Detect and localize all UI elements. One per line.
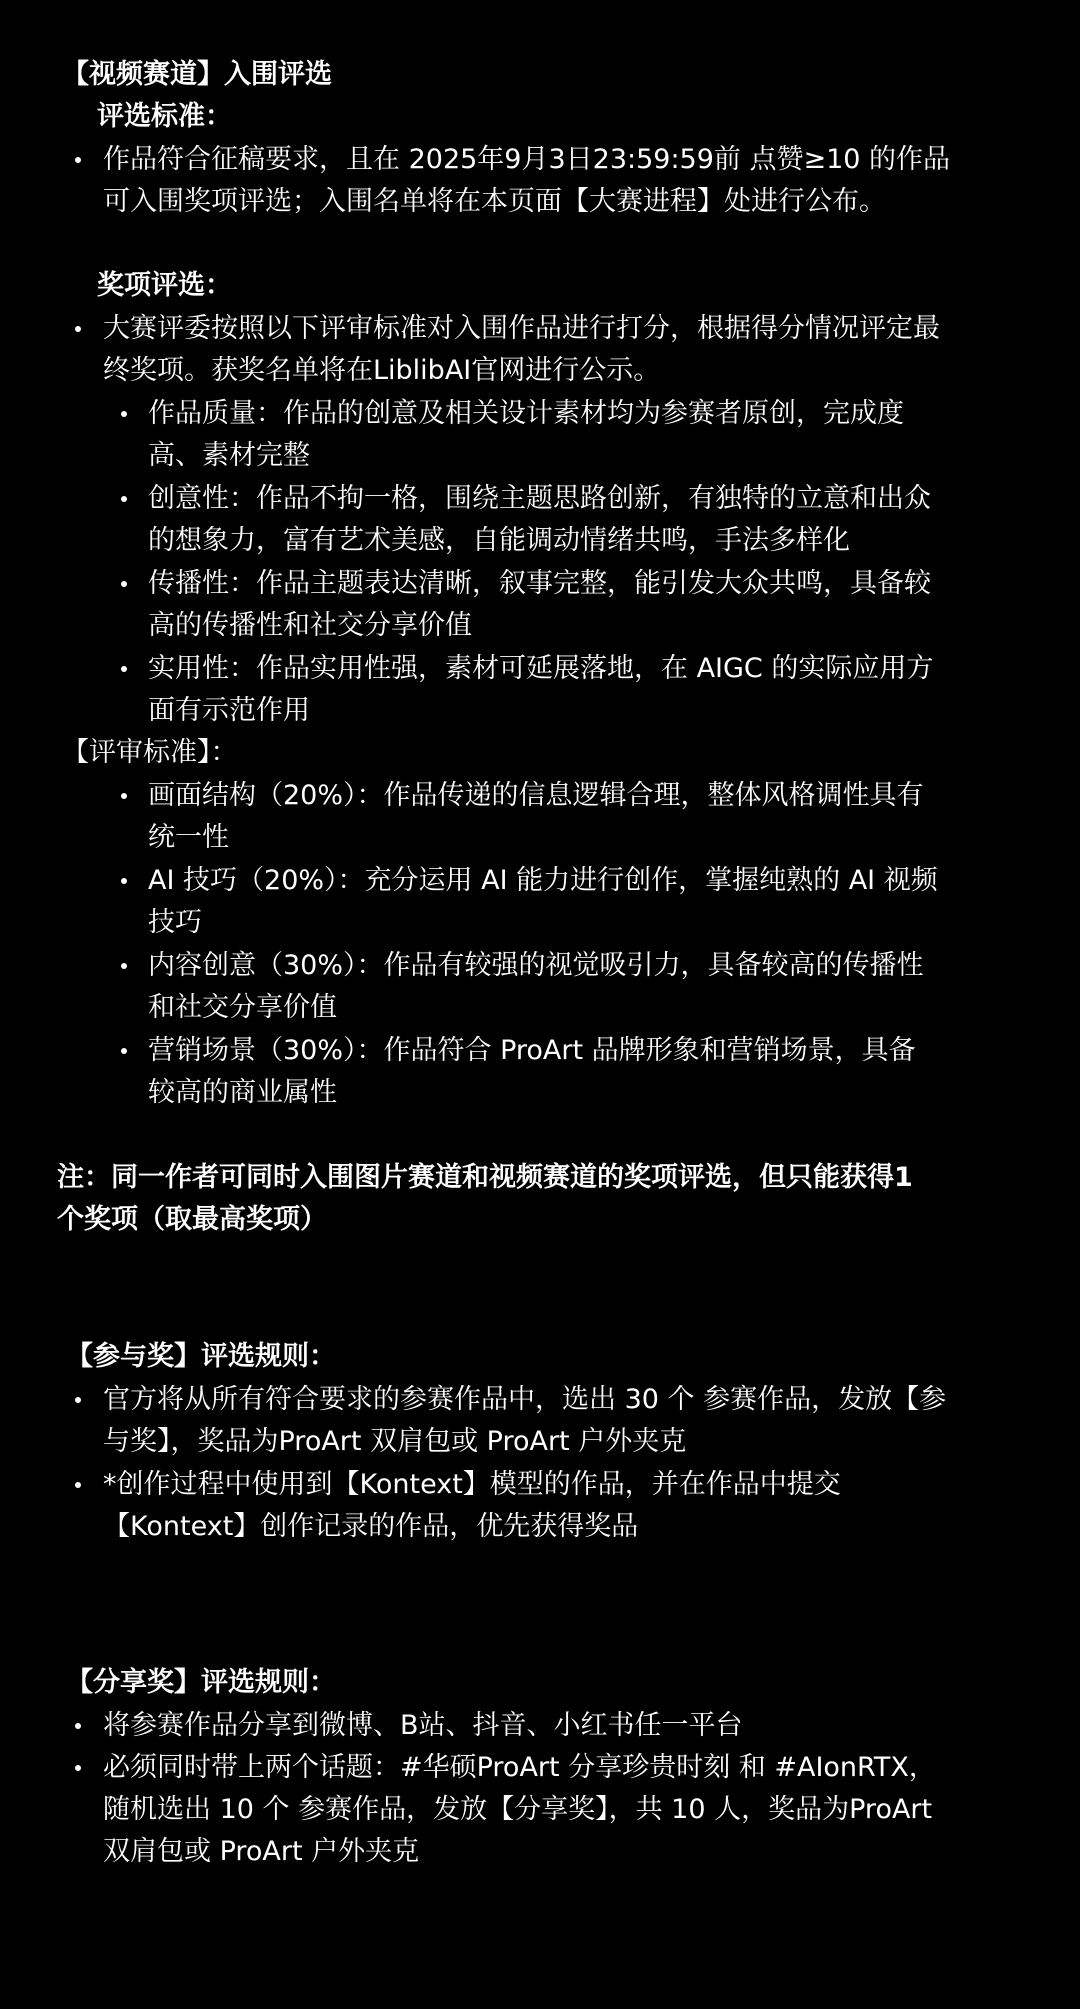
award-sub-quality-line-1: 作品质量：作品的创意及相关设计素材均为参赛者原创，完成度 <box>148 398 904 429</box>
sub-bullet-dot <box>121 963 127 969</box>
review-sub-ai-skill-line-2: 技巧 <box>148 907 202 938</box>
video-track-heading: 【视频赛道】入围评选 <box>62 59 332 90</box>
sub-bullet-dot <box>121 411 127 417</box>
bullet-dot <box>75 157 81 163</box>
sub-bullet-dot <box>121 793 127 799</box>
award-sub-practical-line-2: 面有示范作用 <box>148 695 310 726</box>
participation-bullet-2-line-1: *创作过程中使用到【Kontext】模型的作品，并在作品中提交 <box>103 1469 841 1500</box>
review-sub-content-line-2: 和社交分享价值 <box>148 992 337 1023</box>
award-sub-practical-line-1: 实用性：作品实用性强，素材可延展落地，在 AIGC 的实际应用方 <box>148 653 934 684</box>
bullet-dot <box>75 1723 81 1729</box>
sub-bullet-dot <box>121 581 127 587</box>
review-sub-ai-skill-line-1: AI 技巧（20%）：充分运用 AI 能力进行创作，掌握纯熟的 AI 视频 <box>148 865 938 896</box>
criteria-bullet-line-2: 可入围奖项评选；入围名单将在本页面【大赛进程】处进行公布。 <box>103 186 886 217</box>
review-sub-composition-line-1: 画面结构（20%）：作品传递的信息逻辑合理，整体风格调性具有 <box>148 780 924 811</box>
participation-award-heading: 【参与奖】评选规则： <box>66 1341 336 1372</box>
award-sub-creativity-line-1: 创意性：作品不拘一格，围绕主题思路创新，有独特的立意和出众 <box>148 483 931 514</box>
award-sub-creativity-line-2: 的想象力，富有艺术美感，自能调动情绪共鸣，手法多样化 <box>148 525 850 556</box>
bullet-dot <box>75 1765 81 1771</box>
criteria-bullet-line-1: 作品符合征稿要求，且在 2025年9月3日23:59:59前 点赞≥10 的作品 <box>103 144 951 175</box>
bullet-dot <box>75 326 81 332</box>
share-bullet-2-line-1: 必须同时带上两个话题：#华硕ProArt 分享珍贵时刻 和 #AIonRTX， <box>103 1752 936 1783</box>
share-bullet-1-line-1: 将参赛作品分享到微博、B站、抖音、小红书任一平台 <box>103 1710 743 1741</box>
share-award-heading: 【分享奖】评选规则： <box>66 1667 336 1698</box>
share-bullet-2-line-3: 双肩包或 ProArt 户外夹克 <box>103 1836 420 1867</box>
award-title: 奖项评选： <box>97 270 232 301</box>
sub-bullet-dot <box>121 1048 127 1054</box>
review-sub-composition-line-2: 统一性 <box>148 822 229 853</box>
sub-bullet-dot <box>121 666 127 672</box>
review-title: 【评审标准】： <box>62 737 238 768</box>
note-line-1: 注：同一作者可同时入围图片赛道和视频赛道的奖项评选，但只能获得1 <box>57 1162 913 1193</box>
bullet-dot <box>75 1397 81 1403</box>
criteria-title: 评选标准： <box>97 101 232 132</box>
award-sub-spread-line-2: 高的传播性和社交分享价值 <box>148 610 472 641</box>
review-sub-content-line-1: 内容创意（30%）：作品有较强的视觉吸引力，具备较高的传播性 <box>148 950 924 981</box>
share-bullet-2-line-2: 随机选出 10 个 参赛作品，发放【分享奖】，共 10 人，奖品为ProArt <box>103 1794 933 1825</box>
bullet-dot <box>75 1482 81 1488</box>
participation-bullet-1-line-1: 官方将从所有符合要求的参赛作品中，选出 30 个 参赛作品，发放【参 <box>103 1384 947 1415</box>
award-sub-quality-line-2: 高、素材完整 <box>148 440 310 471</box>
participation-bullet-1-line-2: 与奖】，奖品为ProArt 双肩包或 ProArt 户外夹克 <box>103 1426 687 1457</box>
sub-bullet-dot <box>121 496 127 502</box>
participation-bullet-2-line-2: 【Kontext】创作记录的作品，优先获得奖品 <box>103 1511 639 1542</box>
review-sub-marketing-line-2: 较高的商业属性 <box>148 1077 337 1108</box>
award-bullet-line-1: 大赛评委按照以下评审标准对入围作品进行打分，根据得分情况评定最 <box>103 313 940 344</box>
award-bullet-line-2: 终奖项。获奖名单将在LiblibAI官网进行公示。 <box>103 355 661 386</box>
review-sub-marketing-line-1: 营销场景（30%）：作品符合 ProArt 品牌形象和营销场景，具备 <box>148 1035 916 1066</box>
note-line-2: 个奖项（取最高奖项） <box>57 1204 327 1235</box>
sub-bullet-dot <box>121 878 127 884</box>
award-sub-spread-line-1: 传播性：作品主题表达清晰，叙事完整，能引发大众共鸣，具备较 <box>148 568 931 599</box>
